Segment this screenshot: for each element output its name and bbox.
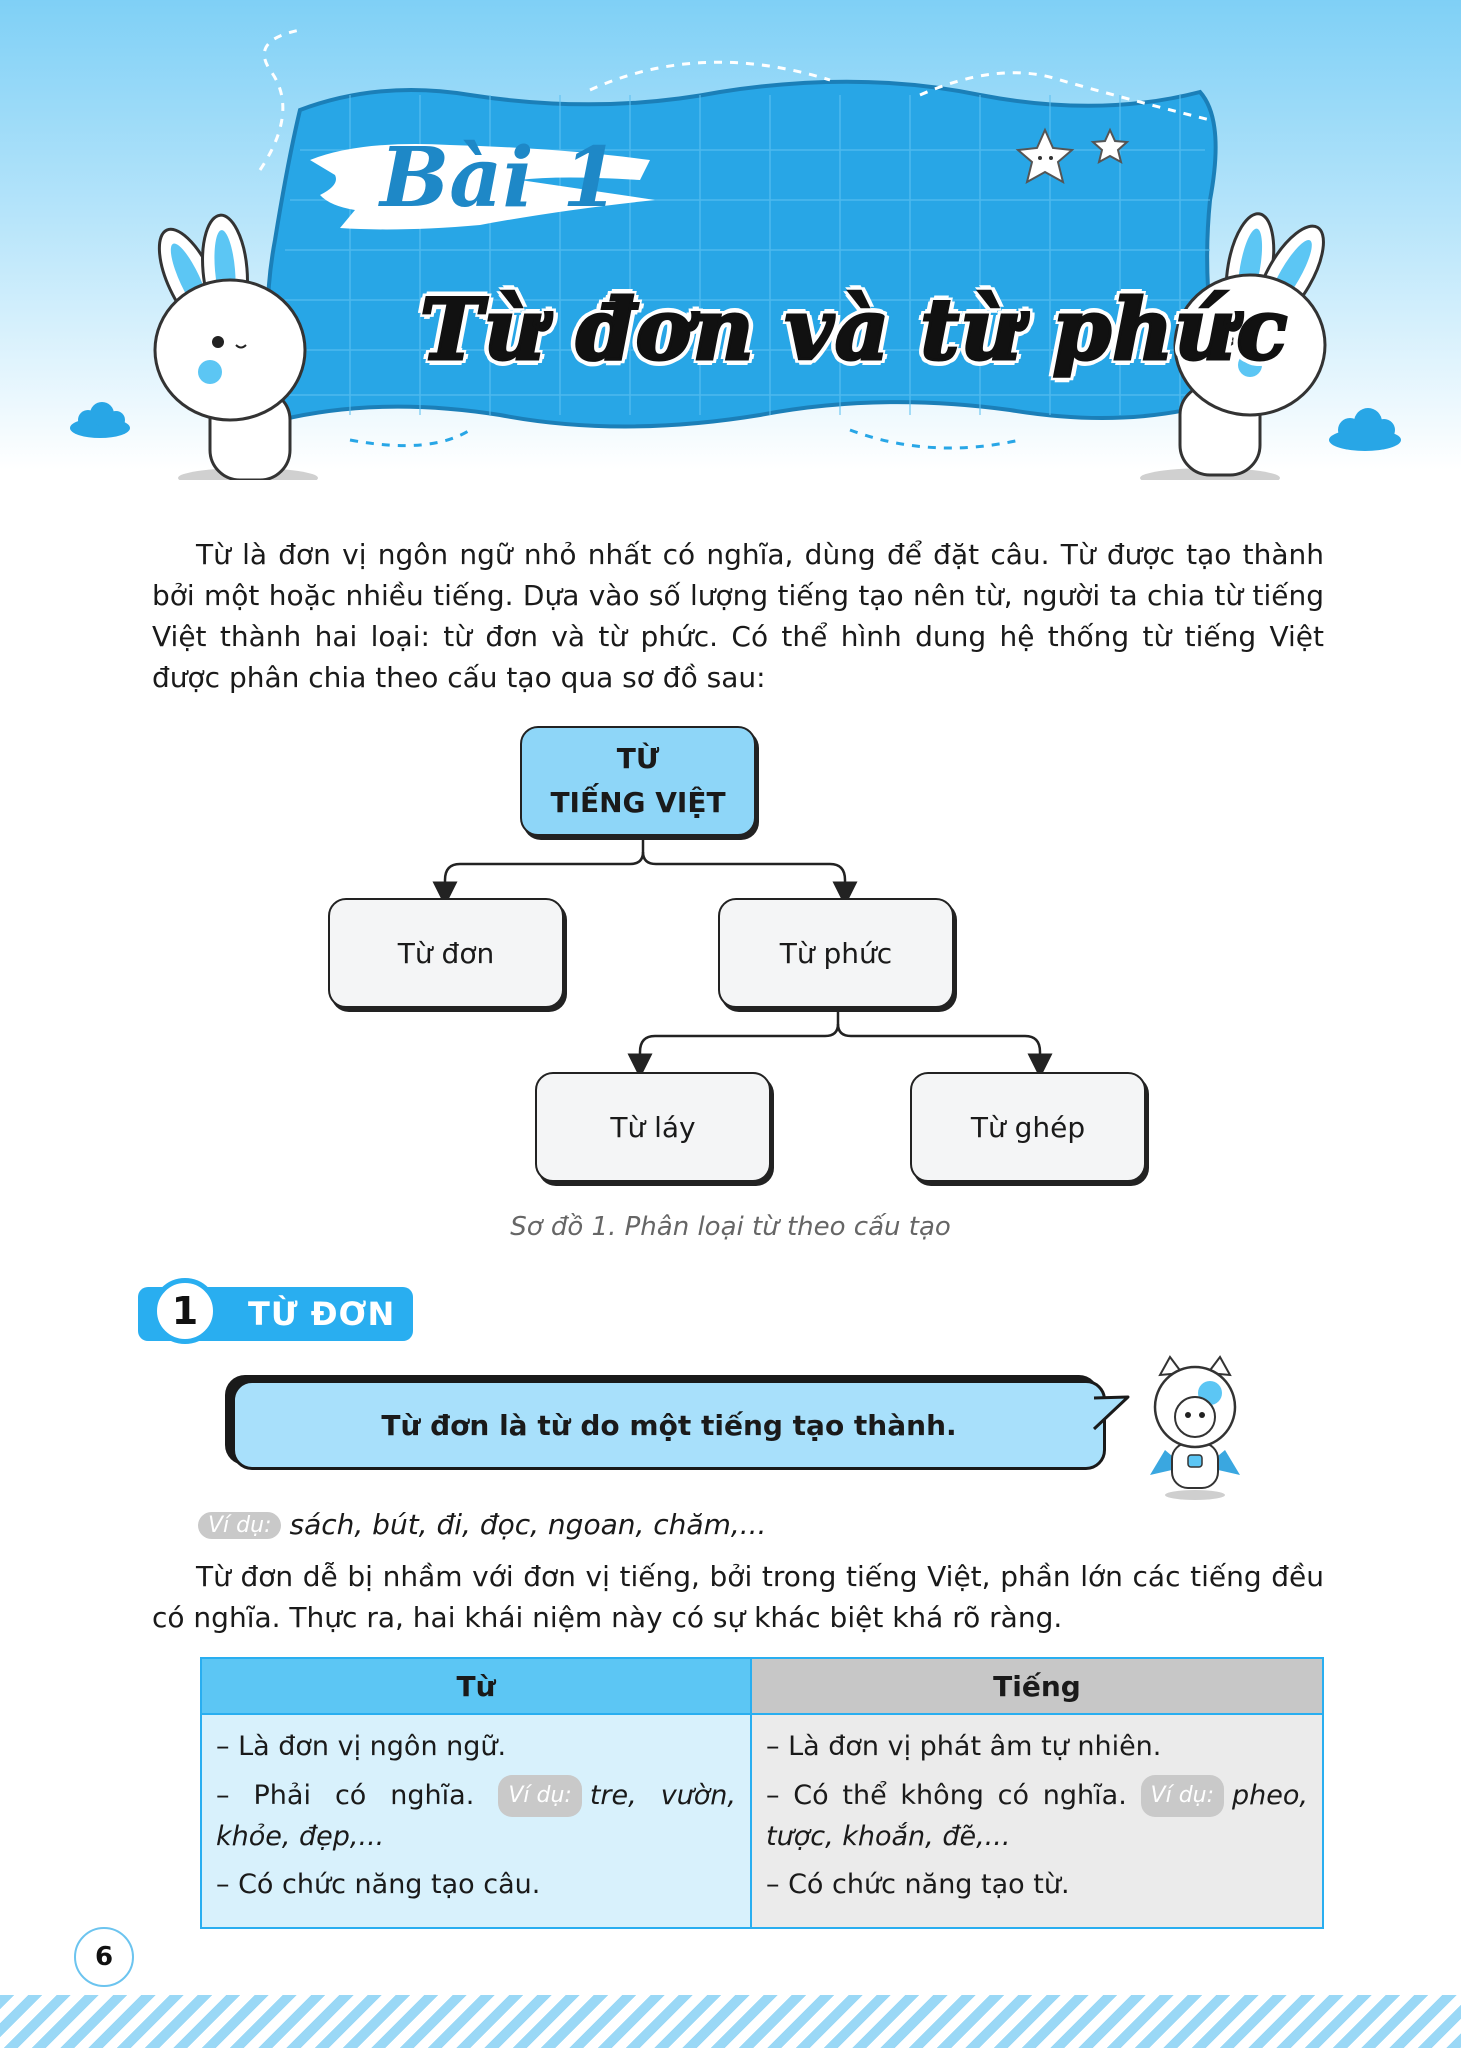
comparison-table [200,1657,1324,1929]
tieng-example-text: pheo, tược, khoắn, đẽ,... [766,1780,1308,1852]
diagram-caption: Sơ đồ 1. Phân loại từ theo cấu tạo [510,1212,951,1242]
diagram-root-node [520,726,756,836]
section-number: 1 [152,1278,218,1344]
speech-tail [1092,1393,1132,1433]
tu-item-1: – Là đơn vị ngôn ngữ. [216,1731,507,1762]
tu-item-2 [216,1775,736,1857]
example-line [198,1508,766,1541]
diagram-node-tu-don: Từ đơn [328,898,564,1008]
diagram-node-tu-ghep: Từ ghép [910,1072,1146,1182]
table-cell-tu [201,1714,751,1928]
lesson-title: Từ đơn và từ phức [420,280,1289,379]
lesson-number: Bài 1 [380,130,620,226]
tu-item-3: – Có chức năng tạo câu. [216,1869,541,1900]
diagram-root-line1: TỪ [616,742,660,775]
footer-stripes [0,1995,1461,2048]
page-number: 6 [74,1927,134,1987]
tu-item-2-text: – Phải có nghĩa. [216,1780,475,1811]
example-label: Ví dụ: [198,1512,281,1539]
cat-mascot-icon [1140,1355,1250,1505]
tieng-item-2-text: – Có thể không có nghĩa. [766,1780,1127,1811]
intro-paragraph: Từ là đơn vị ngôn ngữ nhỏ nhất có nghĩa, dùng để đặt câu. Từ được tạo thành bởi một hoặc nhiều tiếng. Dựa vào số lượng tiếng tạo nên từ, người ta chia từ tiếng Việt thành hai loại: từ đơn và từ phức. Có thể hình dung hệ thống từ tiếng Việt được phân chia theo cấu tạo qua sơ đồ sau: [152,538,1324,694]
diagram-node-tu-phuc: Từ phức [718,898,954,1008]
tu-example-text: tre, vườn, khỏe, đẹp,... [216,1780,736,1852]
tieng-item-1: – Là đơn vị phát âm tự nhiên. [766,1731,1162,1762]
table-header-tieng: Tiếng [751,1658,1323,1714]
diagram-node-tu-lay: Từ láy [535,1072,771,1182]
definition-box: Từ đơn là từ do một tiếng tạo thành. [232,1380,1106,1470]
tieng-item-2 [766,1775,1308,1857]
diagram-root-line2: TIẾNG VIỆT [550,786,726,819]
table-cell-tieng [751,1714,1323,1928]
tieng-example-label: Ví dụ: [1141,1775,1224,1817]
section1-paragraph: Từ đơn dễ bị nhầm với đơn vị tiếng, bởi trong tiếng Việt, phần lớn các tiếng đều có nghĩa. Thực ra, hai khái niệm này có sự khác biệt khá rõ ràng. [152,1560,1324,1634]
tu-example-label: Ví dụ: [498,1775,581,1817]
section-title: TỪ ĐƠN [248,1295,396,1333]
tieng-item-3: – Có chức năng tạo từ. [766,1869,1070,1900]
example-text: sách, bút, đi, đọc, ngoan, chăm,... [289,1508,767,1541]
table-header-tu: Từ [201,1658,751,1714]
